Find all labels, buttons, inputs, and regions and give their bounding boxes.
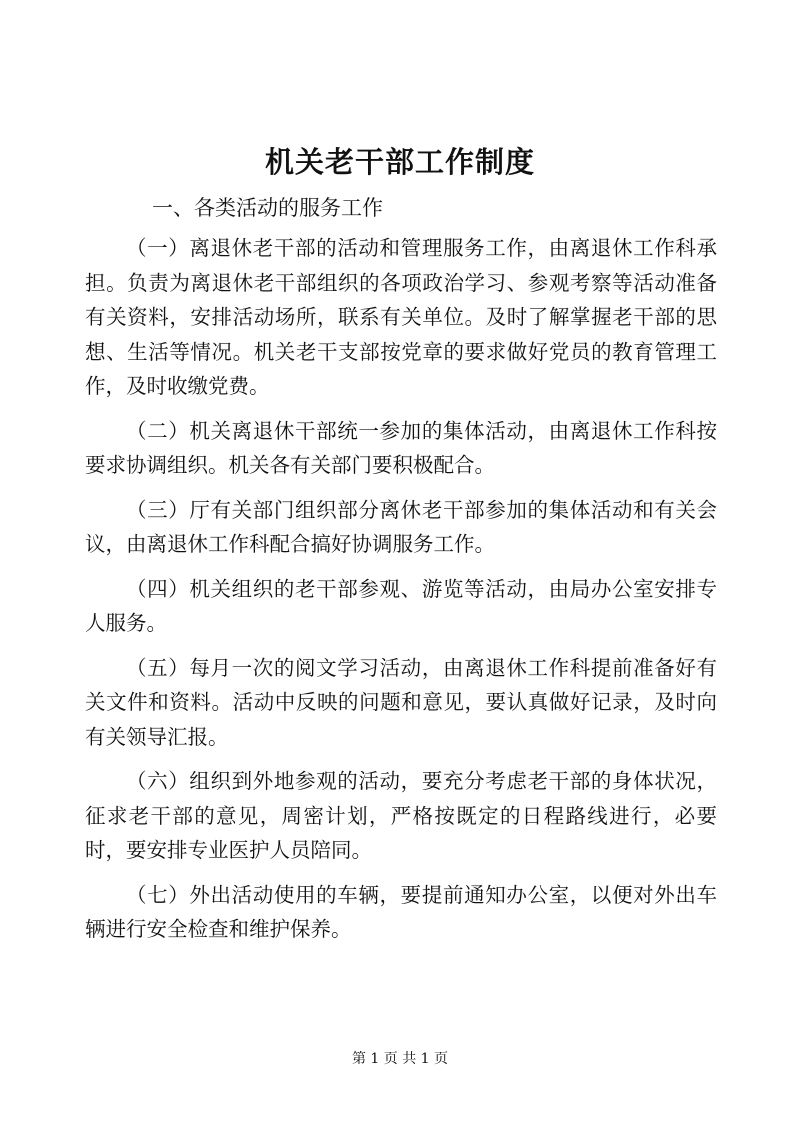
paragraph-7: （七）外出活动使用的车辆，要提前通知办公室，以便对外出车辆进行安全检查和维护保养。 [85, 882, 717, 941]
paragraph-3: （三）厅有关部门组织部分离休老干部参加的集体活动和有关会议，由离退休工作科配合搞好协调服务工作。 [85, 497, 717, 556]
paragraph-6: （六）组织到外地参观的活动，要充分考虑老干部的身体状况，征求老干部的意见，周密计划，严格按既定的日程路线进行，必要时，要安排专业医护人员陪同。 [85, 769, 717, 862]
paragraph-2: （二）机关离退休干部统一参加的集体活动，由离退休工作科按要求协调组织。机关各有关部门要积极配合。 [85, 418, 717, 477]
paragraph-5: （五）每月一次的阅文学习活动，由离退休工作科提前准备好有关文件和资料。活动中反映的问题和意见，要认真做好记录，及时向有关领导汇报。 [85, 655, 717, 749]
paragraph-4: （四）机关组织的老干部参观、游览等活动，由局办公室安排专人服务。 [85, 576, 717, 635]
document-title: 机关老干部工作制度 [264, 145, 535, 179]
section-heading: 一、各类活动的服务工作 [152, 196, 383, 220]
document-body [85, 231, 717, 957]
page-footer: 第 1 页 共 1 页 [351, 1051, 449, 1067]
paragraph-1: （一）离退休老干部的活动和管理服务工作，由离退休工作科承担。负责为离退休老干部组织的各项政治学习、参观考察等活动准备有关资料，安排活动场所，联系有关单位。及时了解掌握老干部的思想、生活等情况。机关老干支部按党章的要求做好党员的教育管理工作，及时收缴党费。 [85, 236, 717, 398]
